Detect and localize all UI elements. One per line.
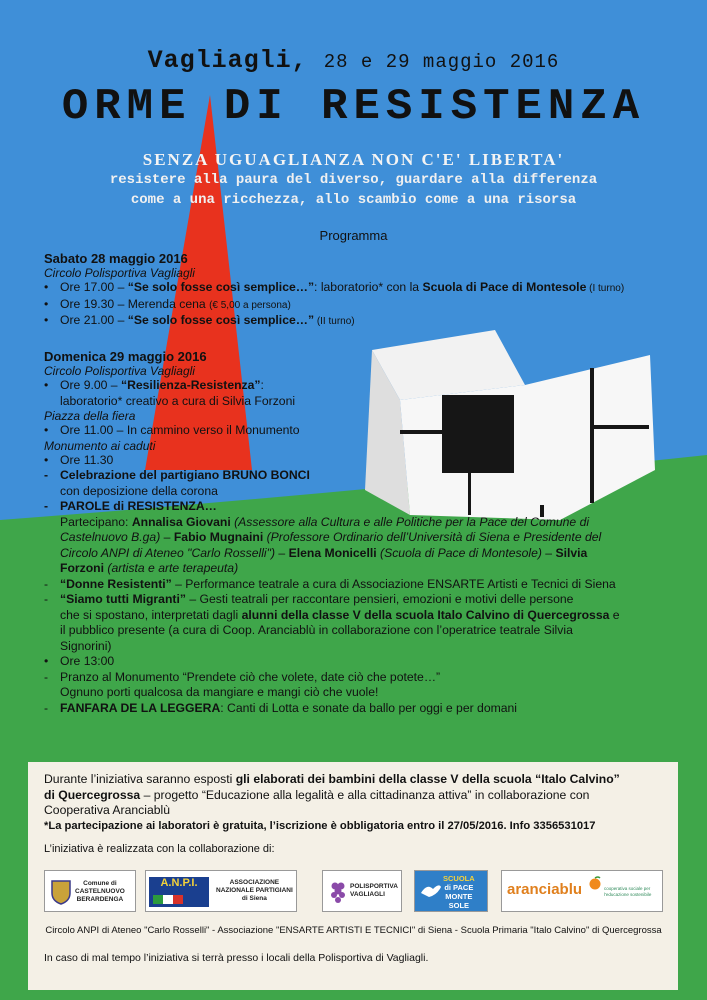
slogan: SENZA UGUAGLIANZA NON C'E' LIBERTA' <box>142 150 565 169</box>
subtitle-line-2: come a una ricchezza, allo scambio come a una risorsa <box>130 192 577 208</box>
participants-line-4: Forzoni (artista e arte terapeuta) <box>60 561 239 575</box>
logo-comune: Comune di CASTELNUOVO BERARDENGA <box>44 870 136 912</box>
anpi-flag-icon: A.N.P.I. <box>149 877 209 907</box>
sunday-item-3: • Ore 11.30 <box>44 452 114 467</box>
sunday-item-7-line-4: Signorini) <box>60 638 112 653</box>
header-place: Vagliagli, <box>147 46 308 75</box>
collaboration-label: L’iniziativa è realizzata con la collaborazione di: <box>44 843 275 855</box>
notes-line-1: Durante l’iniziativa saranno esposti gli elaborati dei bambini della classe V della scuola “Italo Calvino” <box>44 772 620 786</box>
partner-logos <box>44 870 664 914</box>
sunday-item-1: • Ore 9.00 – “Resilienza-Resistenza”: <box>44 378 264 392</box>
participants-line-3: Circolo ANPI di Ateneo "Carlo Rosselli") – Elena Monicelli (Scuola di Pace di Montesole) – Silvia <box>60 545 588 560</box>
sunday-item-5: - PAROLE di RESISTENZA… <box>44 499 217 513</box>
sunday-item-4-desc: con deposizione della corona <box>60 483 218 498</box>
dove-icon <box>419 881 443 901</box>
saturday-item-1: • Ore 17.00 – “Se solo fosse così semplice…”: laboratorio* con la Scuola di Pace di Montesole (I turno) <box>44 280 625 294</box>
main-title: ORME DI RESISTENZA <box>61 82 646 132</box>
header-date-line <box>0 46 707 75</box>
saturday-section <box>44 251 624 330</box>
saturday-day: Sabato 28 maggio 2016 <box>44 251 188 266</box>
subtitle-line-1: resistere alla paura del diverso, guardare alla differenza <box>109 172 598 188</box>
grape-icon <box>328 878 348 906</box>
sunday-place-2: Piazza della fiera <box>44 409 136 423</box>
sunday-place-1: Circolo Polisportiva Vagliagli <box>44 364 195 378</box>
sunday-item-7-line-2: che si spostano, interpretati dagli alunni della classe V della scuola Italo Calvino di Quercegrossa e <box>60 607 620 622</box>
logo-polisportiva: POLISPORTIVA VAGLIAGLI <box>322 870 402 912</box>
sunday-item-1-desc: laboratorio* creativo a cura di Silvia Forzoni <box>60 393 296 408</box>
saturday-item-2: • Ore 19.30 – Merenda cena (€ 5,00 a persona) <box>44 296 291 311</box>
logo-scuola-di-pace: SCUOLA di PACE MONTE SOLE <box>414 870 488 912</box>
footer-weather-note: In caso di mal tempo l’iniziativa si terrà presso i locali della Polisportiva di Vagliagli. <box>44 952 429 964</box>
program-title: Programma <box>319 228 388 243</box>
orange-fruit-icon <box>588 876 602 890</box>
sunday-item-2: • Ore 11.00 – In cammino verso il Monumento <box>44 423 300 437</box>
logo-anpi: A.N.P.I. ASSOCIAZIONE NAZIONALE PARTIGIANI di Siena <box>145 870 297 912</box>
sunday-item-7-line-3: il pubblico presente (a cura di Coop. Aranciablù in collaborazione con l’operatrice teatrale Silvia <box>60 623 573 637</box>
sunday-place-3: Monumento ai caduti <box>44 438 156 453</box>
footer-partners: Circolo ANPI di Ateneo "Carlo Rosselli" - Associazione "ENSARTE ARTISTI E TECNICI" di Siena - Scuola Primaria "Italo Calvino" di Quercegrossa <box>45 925 662 936</box>
sunday-item-9-line-2: Ognuno porti qualcosa da mangiare e mangi ciò che vuole! <box>60 685 379 699</box>
header-dates: 28 e 29 maggio 2016 <box>323 51 560 73</box>
notes-section <box>44 772 620 858</box>
participants-line-2: Castelnuovo B.ga) – Fabio Mugnaini (Professore Ordinario dell’Università di Siena e Presidente del <box>60 530 602 544</box>
notes-line-2: di Quercegrossa – progetto “Educazione alla legalità e alla cittadinanza attiva” in collaborazione con <box>44 787 590 802</box>
sunday-item-9: - Pranzo al Monumento “Prendete ciò che volete, date ciò che potete…” <box>44 669 441 684</box>
logo-aranciablu: aranciablu cooperativa sociale per l'educazione sostenibile <box>501 870 663 912</box>
sunday-day: Domenica 29 maggio 2016 <box>44 349 207 364</box>
sunday-item-10: - FANFARA DE LA LEGGERA: Canti di Lotta e sonate da ballo per oggi e per domani <box>44 700 518 715</box>
sunday-item-4: - Celebrazione del partigiano BRUNO BONCI <box>44 468 310 482</box>
participants-line-1: Partecipano: Annalisa Giovani (Assessore alla Cultura e alle Politiche per la Pace del Comune di <box>60 514 590 529</box>
sunday-item-8: • Ore 13:00 <box>44 654 115 668</box>
sunday-section <box>44 349 620 716</box>
shield-icon <box>51 879 71 905</box>
notes-line-3: Cooperativa Aranciablù <box>44 803 171 817</box>
notes-registration: *La partecipazione ai laboratori è gratuita, l’iscrizione è obbligatoria entro il 27/05/2016. Info 3356531017 <box>44 819 596 832</box>
saturday-place: Circolo Polisportiva Vagliagli <box>44 266 195 280</box>
saturday-item-3: • Ore 21.00 – “Se solo fosse così semplice…” (II turno) <box>44 313 355 327</box>
sunday-item-6: - “Donne Resistenti” – Performance teatrale a cura di Associazione ENSARTE Artisti e Tecnici di Siena <box>44 576 616 591</box>
sunday-item-7: - “Siamo tutti Migranti” – Gesti teatrali per raccontare pensieri, emozioni e motivi delle persone <box>44 592 574 606</box>
